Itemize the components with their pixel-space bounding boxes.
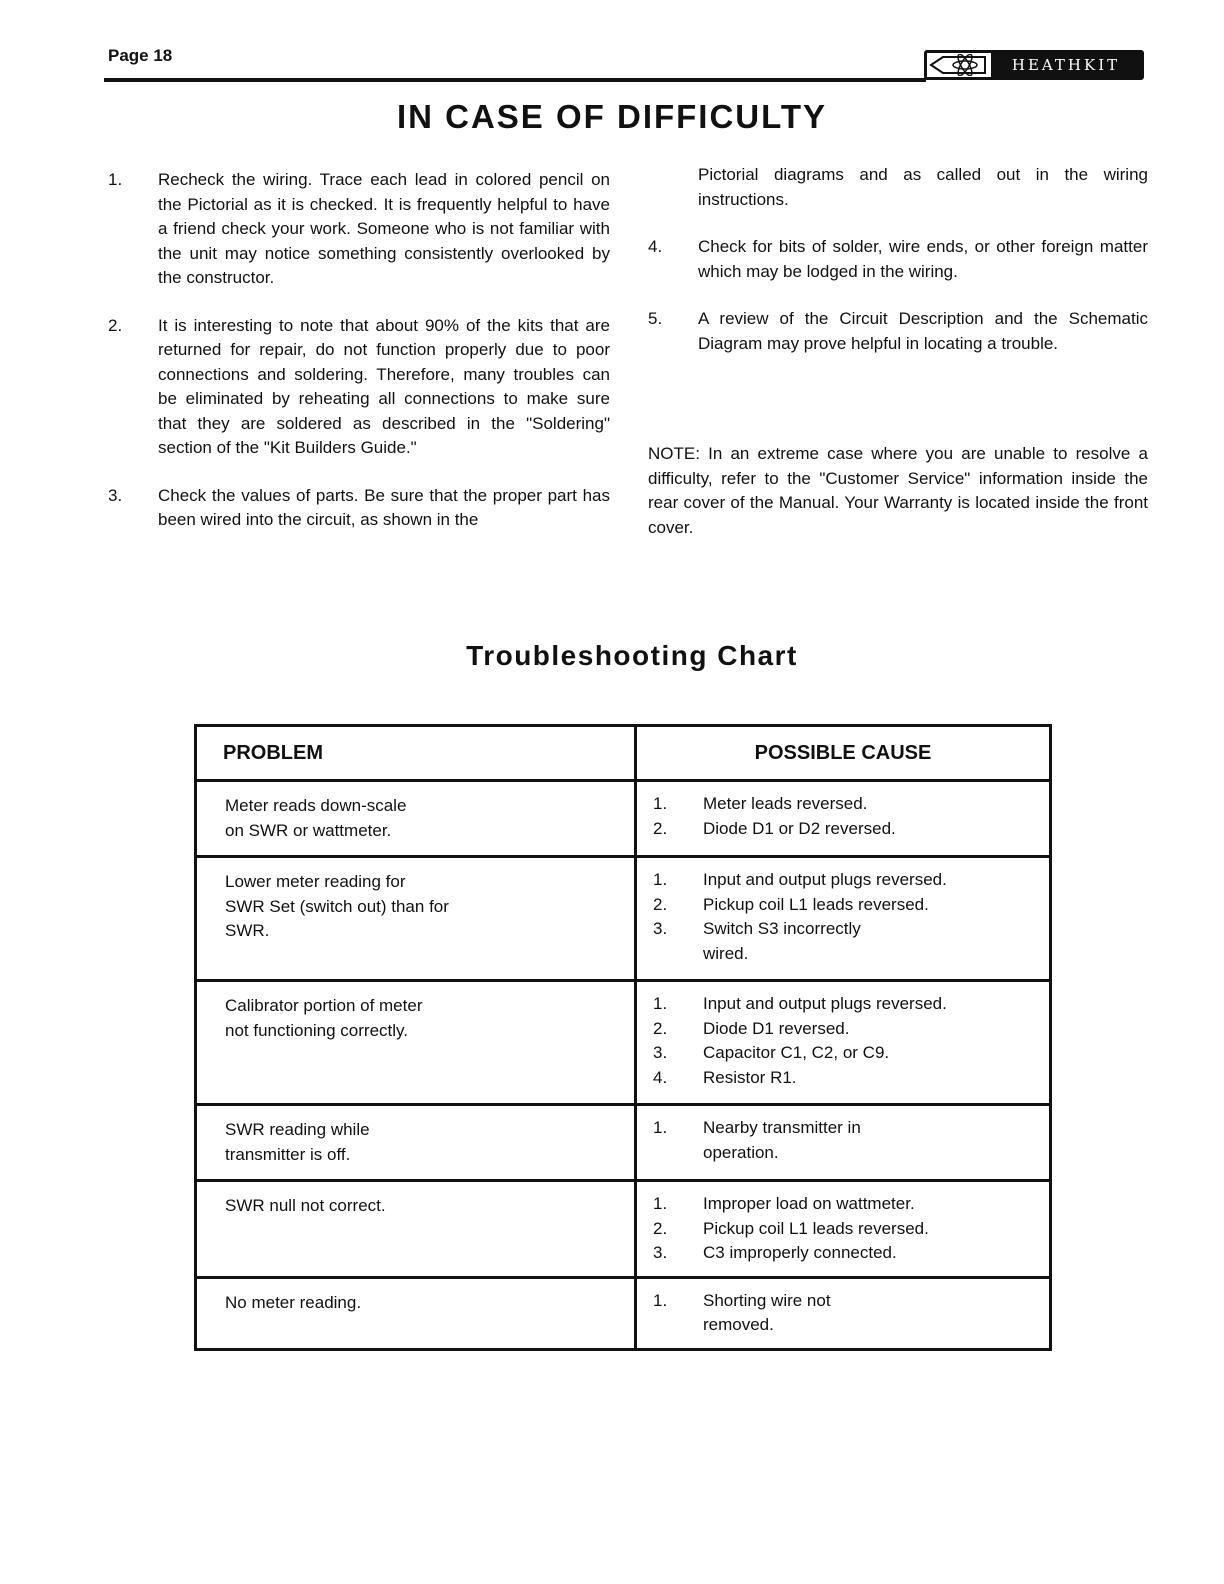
cause-number: 2.: [653, 1018, 668, 1038]
cause-text: Capacitor C1, C2, or C9.: [703, 1043, 890, 1062]
step-number: 3.: [108, 485, 123, 505]
cause-text: Switch S3 incorrectly: [703, 919, 861, 938]
cause-text: removed.: [703, 1315, 774, 1334]
cause-cell: [636, 1277, 1051, 1349]
cause-number: 1.: [653, 1194, 668, 1213]
cause-number: 3.: [653, 1043, 668, 1062]
cause-line: [653, 1241, 1037, 1266]
problem-cell: [196, 781, 636, 857]
table-header-row: [196, 726, 1051, 781]
step-text: Recheck the wiring. Trace each lead in colored pencil on the Pictorial as it is checked. It is frequently helpful to have a friend check your work. Someone who is not familiar with the unit may notice something consistently overlooked by the constructor.: [158, 170, 610, 287]
cause-text: Improper load on wattmeter.: [703, 1194, 915, 1213]
problem-line: on SWR or wattmeter.: [225, 820, 392, 840]
cause-number: 4.: [653, 1067, 668, 1087]
cause-number: 2.: [653, 818, 668, 838]
step-item: [108, 168, 610, 291]
step-continuation: Pictorial diagrams and as called out in the wiring instructions.: [698, 165, 1148, 209]
troubleshooting-table: [194, 724, 1052, 1351]
step-text: A review of the Circuit Description and the Schematic Diagram may prove helpful in locating a trouble.: [698, 309, 1148, 353]
cause-text: Pickup coil L1 leads reversed.: [703, 894, 929, 914]
cause-cell: [636, 1105, 1051, 1181]
steps-left-column: [108, 168, 610, 556]
table-row: [196, 1277, 1051, 1349]
cause-number: [653, 1313, 703, 1338]
step-number: 5.: [648, 309, 663, 328]
table-row: [196, 1105, 1051, 1181]
cause-text: Meter leads reversed.: [703, 794, 868, 813]
cause-number: 1.: [653, 870, 668, 889]
cause-number: 2.: [653, 894, 668, 914]
step-number: 2.: [108, 315, 123, 335]
cause-text: Input and output plugs reversed.: [703, 870, 947, 889]
atom-emblem-icon: [927, 53, 991, 77]
cause-text: Diode D1 or D2 reversed.: [703, 818, 896, 838]
page-title: IN CASE OF DIFFICULTY: [396, 98, 828, 135]
cause-line: [653, 992, 1037, 1017]
cause-number: 3.: [653, 1243, 668, 1262]
cause-line: [653, 868, 1037, 893]
cause-text: Nearby transmitter in: [703, 1118, 861, 1137]
header-rule: [104, 78, 926, 82]
problem-line: No meter reading.: [225, 1292, 362, 1312]
problem-line: SWR Set (switch out) than for: [225, 896, 449, 916]
cause-line: [653, 1217, 1037, 1242]
step-text: Check the values of parts. Be sure that the proper part has been wired into the circuit, as shown in the: [158, 485, 610, 529]
cause-line: [653, 1017, 1037, 1042]
cause-number: 1.: [653, 1290, 668, 1310]
problem-line: SWR null not correct.: [225, 1196, 386, 1215]
cause-line: [653, 1116, 1037, 1141]
problem-line: Lower meter reading for: [225, 872, 406, 891]
step-number: 4.: [648, 237, 663, 256]
step-item: [648, 235, 1148, 284]
cause-number: 1.: [653, 1118, 668, 1137]
cause-line: [653, 917, 1037, 942]
problem-cell: [196, 981, 636, 1105]
table-row: [196, 781, 1051, 857]
cause-number: [653, 942, 703, 967]
step-item: [108, 484, 610, 533]
step-text: Check for bits of solder, wire ends, or other foreign matter which may be lodged in the wiring.: [698, 237, 1148, 281]
cause-line: [653, 792, 1037, 817]
problem-line: SWR reading while: [225, 1120, 370, 1139]
heathkit-logo: [924, 50, 1144, 80]
cause-line: [653, 1066, 1037, 1091]
problem-line: Calibrator portion of meter: [225, 996, 423, 1015]
cause-number: 1.: [653, 794, 668, 813]
note-paragraph: NOTE: In an extreme case where you are unable to resolve a difficulty, refer to the "Customer Service" information inside the rear cover of the Manual. Your Warranty is located inside the front cover.: [648, 444, 1148, 537]
table-row: [196, 981, 1051, 1105]
chart-title: Troubleshooting Chart: [466, 640, 798, 671]
problem-cell: [196, 1181, 636, 1278]
cause-cell: [636, 981, 1051, 1105]
problem-line: Meter reads down-scale: [225, 796, 407, 815]
problem-cell: [196, 857, 636, 981]
cause-line: [653, 1141, 1037, 1166]
cause-line: [653, 1041, 1037, 1066]
cause-cell: [636, 781, 1051, 857]
cause-text: Pickup coil L1 leads reversed.: [703, 1218, 929, 1238]
cause-line: [653, 1192, 1037, 1217]
cause-text: Resistor R1.: [703, 1067, 797, 1087]
cause-number: 1.: [653, 994, 668, 1013]
cause-line: [653, 817, 1037, 842]
problem-cell: [196, 1105, 636, 1181]
cause-text: operation.: [703, 1142, 779, 1162]
problem-column-header: PROBLEM: [196, 726, 636, 781]
problem-line: transmitter is off.: [225, 1144, 351, 1164]
steps-right-column: [648, 163, 1148, 540]
problem-line: not functioning correctly.: [225, 1020, 408, 1040]
cause-text: Shorting wire not: [703, 1290, 831, 1310]
step-number: 1.: [108, 170, 123, 189]
table-body: [196, 781, 1051, 1350]
cause-number: 3.: [653, 919, 668, 938]
cause-cell: [636, 857, 1051, 981]
step-item: [108, 314, 610, 461]
table-row: [196, 857, 1051, 981]
problem-line: SWR.: [225, 921, 270, 940]
brand-name: HEATHKIT: [991, 53, 1141, 77]
cause-text: wired.: [703, 943, 749, 963]
step-item: [648, 307, 1148, 356]
page-number: Page 18: [108, 46, 173, 65]
cause-number: 2.: [653, 1218, 668, 1238]
cause-text: Diode D1 reversed.: [703, 1018, 850, 1038]
cause-line: [653, 942, 1037, 967]
cause-text: Input and output plugs reversed.: [703, 994, 947, 1013]
cause-cell: [636, 1181, 1051, 1278]
cause-number: [653, 1141, 703, 1166]
cause-line: [653, 1313, 1037, 1338]
cause-text: C3 improperly connected.: [703, 1243, 897, 1262]
cause-column-header: POSSIBLE CAUSE: [636, 726, 1051, 781]
problem-cell: [196, 1277, 636, 1349]
cause-line: [653, 893, 1037, 918]
cause-line: [653, 1289, 1037, 1314]
table-row: [196, 1181, 1051, 1278]
step-text: It is interesting to note that about 90% of the kits that are returned for repair, do not function properly due to poor connections and soldering. Therefore, many troubles can be eliminated by reheating all connections to make sure that they are soldered as described in the "Soldering" section of the "Kit Builders Guide.": [158, 315, 610, 457]
